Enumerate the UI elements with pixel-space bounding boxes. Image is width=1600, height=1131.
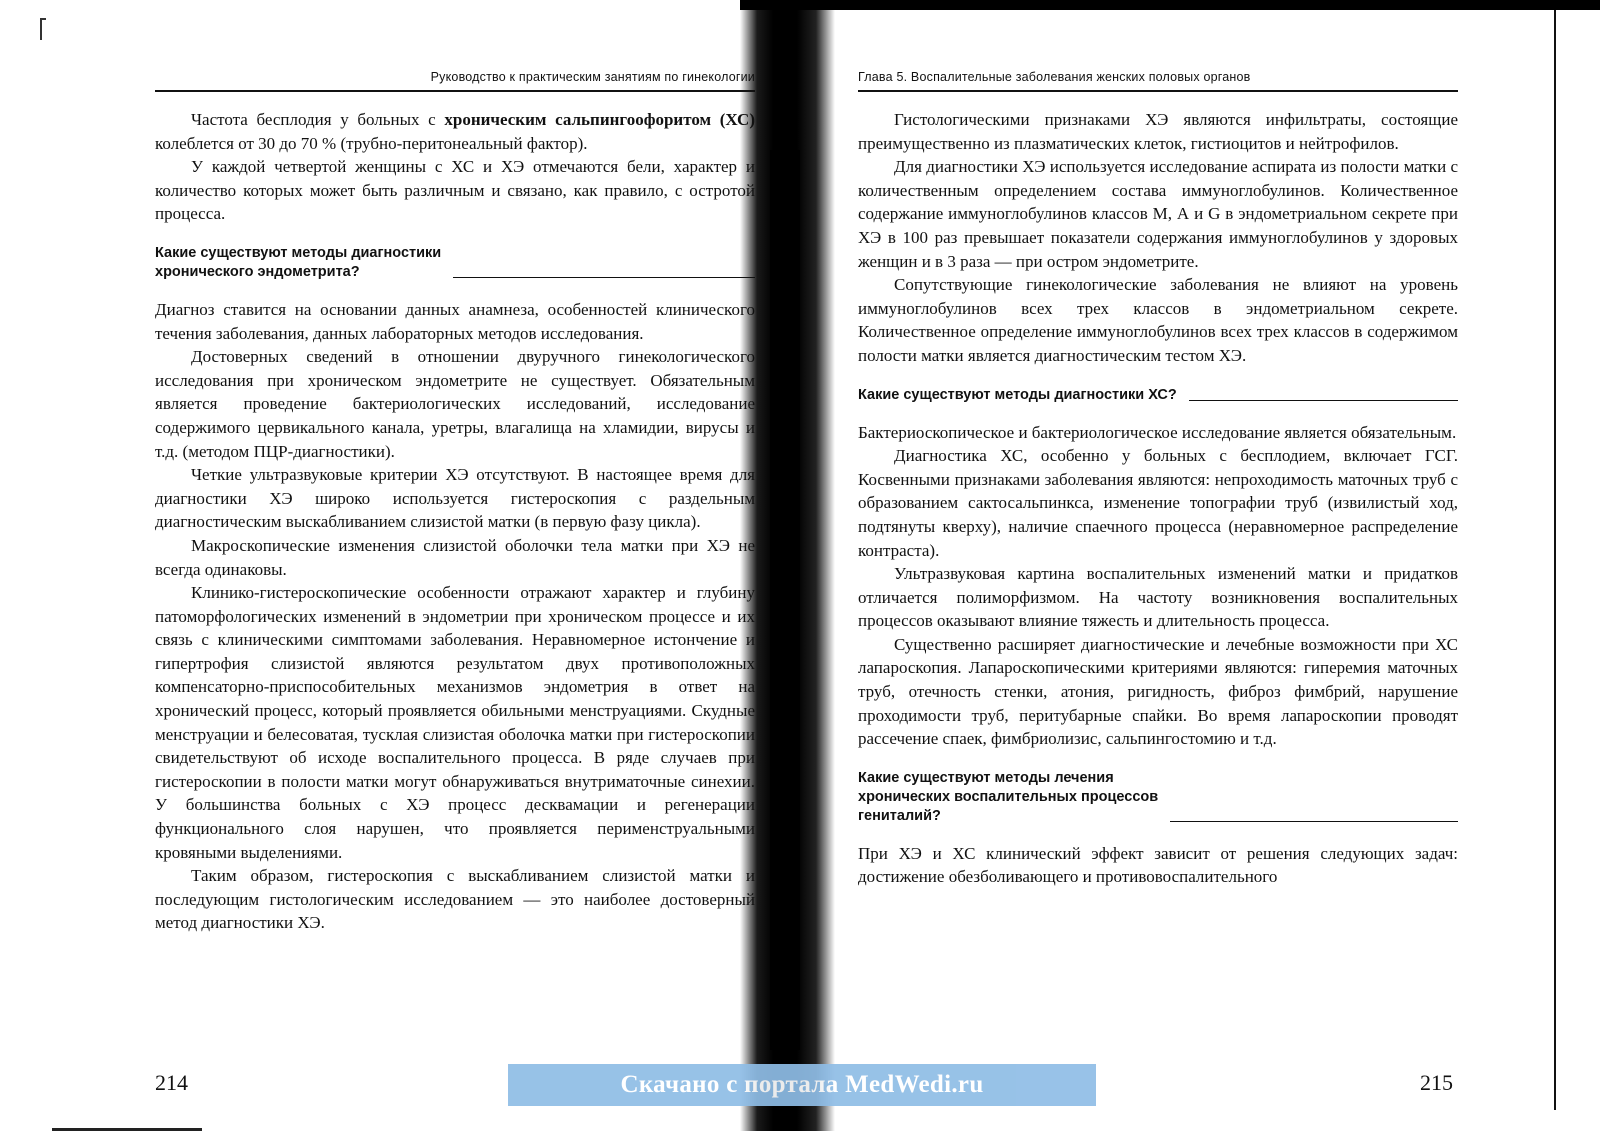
left-paragraph-5: Четкие ультразвуковые критерии ХЭ отсутствуют. В настоящее время для диагностики ХЭ широко используется гистероскопия с раздельным диагностическим выскабливанием слизистой матки (в первую фазу цикла). — [155, 465, 755, 532]
right-paragraph-7: Существенно расширяет диагностические и лечебные возможности при ХС лапароскопия. Лапароскопическими критериями являются: гиперемия маточных труб, отечность стенки, атония, ригидность, фиброз фимбрий, нарушение проходимости труб, перитубарные спайки. Во время лапароскопии проводят рассечение спаек, фимбриолизис, сальпингостомию и т.д. — [858, 634, 1458, 749]
book-gutter-core — [770, 150, 800, 1050]
left-paragraph-7: Клинико-гистероскопические особенности отражают характер и глубину патоморфологических изменений в эндометрии при хроническом процессе и их связь с клиническими симптомами заболевания. Неравномерное истончение и гипертрофия слизистой являются результатом двух противоположных компенсаторно-приспособительных механизмов эндометрия в ответ на хронический процесс, который проявляется обильными менструациями. Скудные менструации и белесоватая, тусклая слизистая оболочка матки при гистероскопии свидетельствуют об исходе воспалительного процесса. В ряде случаев при гистероскопии в полости матки могут обнаруживаться внутриматочные синехии. У большинства больных с ХЭ процесс десквамации и регенерации функционального слоя нарушен, что проявляется перименструальными кровяными выделениями. — [155, 583, 755, 862]
left-running-head: Руководство к практическим занятиям по гинекологии — [155, 70, 755, 92]
right-running-head: Глава 5. Воспалительные заболевания женских половых органов — [858, 70, 1458, 92]
crop-mark-tick — [40, 18, 46, 20]
left-p1-lead: Частота бесплодия у больных с — [191, 110, 445, 129]
crop-mark — [40, 18, 42, 40]
right-paragraph-5: Диагностика ХС, особенно у больных с бесплодием, включает ГСГ. Косвенными признаками заболевания являются: непроходимость маточных труб с образованием сактосальпинкса, изменение топографии труб (извилистый ход, подтянуты кверху), наличие спаечного процесса (неравномерное распределение контраста). — [858, 446, 1458, 560]
right-question-heading-2 — [858, 769, 1458, 826]
left-question-heading — [155, 244, 755, 282]
right-page — [858, 70, 1458, 889]
left-paragraph-4: Достоверных сведений в отношении двуручного гинекологического исследования при хроническом эндометрите не существует. Обязательным является проведение бактериологических исследований, исследование содержимого цервикального канала, уретры, влагалища на хламидии, вирусы и т.д. (методом ПЦР-диагностики). — [155, 347, 755, 461]
left-paragraph-8: Таким образом, гистероскопия с выскабливанием слизистой матки и последующим гистологическим исследованием — это наиболее достоверный метод диагностики ХЭ. — [155, 866, 755, 933]
scan-right-edge — [1554, 10, 1556, 1110]
right-paragraph-6: Ультразвуковая картина воспалительных изменений матки и придатков отличается полиморфизмом. На частоту возникновения воспалительных процессов оказывают влияние тяжесть и длительность процесса. — [858, 564, 1458, 631]
right-paragraph-1: Гистологическими признаками ХЭ являются инфильтраты, состоящие преимущественно из плазматических клеток, гистиоцитов и нейтрофилов. — [858, 110, 1458, 153]
right-paragraph-3: Сопутствующие гинекологические заболевания не влияют на уровень иммуноглобулинов всех трех классов в эндометриальном секрете. Количественное определение иммуноглобулинов всех трех классов в содержимом полости матки является диагностическим тестом ХЭ. — [858, 275, 1458, 365]
left-paragraph-6: Макроскопические изменения слизистой оболочки тела матки при ХЭ не всегда одинаковы. — [155, 535, 755, 579]
right-paragraph-8: При ХЭ и ХС клинический эффект зависит от решения следующих задач: достижение обезболивающего и противовоспалительного — [858, 843, 1458, 887]
scan-top-edge — [740, 0, 1600, 10]
right-question-text-1: Какие существуют методы диагностики ХС? — [858, 386, 1177, 403]
left-paragraph-2: У каждой четвертой женщины с ХС и ХЭ отмечаются бели, характер и количество которых может быть различным и связано, как правило, с остротой процесса. — [155, 157, 755, 224]
right-paragraph-2: Для диагностики ХЭ используется исследование аспирата из полости матки с количественным определением состава иммуноглобулинов. Количественное содержание иммуноглобулинов классов М, А и G в эндометриальном секрете при ХЭ в 100 раз превышает показатели содержания иммуноглобулинов у здоровых женщин и в 3 раза — при остром эндометрите. — [858, 157, 1458, 271]
right-question-rule-1 — [1189, 400, 1458, 401]
left-p1-tail: колеблется от 30 до 70 % (трубно-перитонеальный фактор). — [155, 133, 588, 153]
right-question-text-2: Какие существуют методы лечения хронических воспалительных процессов гениталий? — [858, 769, 1159, 824]
left-question-rule — [453, 277, 755, 278]
left-page — [155, 70, 755, 935]
right-paragraph-4: Бактериоскопическое и бактериологическое исследование является обязательным. — [858, 422, 1457, 442]
left-paragraph-3: Диагноз ставится на основании данных анамнеза, особенностей клинического течения заболевания, данных лабораторных методов исследования. — [155, 299, 755, 343]
right-page-number: 215 — [1420, 1070, 1453, 1095]
right-question-heading-1 — [858, 386, 1458, 405]
right-question-rule-2 — [1170, 821, 1458, 822]
left-paragraph-1 — [155, 108, 755, 155]
watermark-banner: Скачано с портала MedWedi.ru — [508, 1064, 1096, 1106]
left-p1-term: хроническим сальпингоофоритом (ХС) — [444, 110, 755, 129]
left-question-text: Какие существуют методы диагностики хронического эндометрита? — [155, 244, 442, 280]
left-page-number: 214 — [155, 1070, 188, 1095]
